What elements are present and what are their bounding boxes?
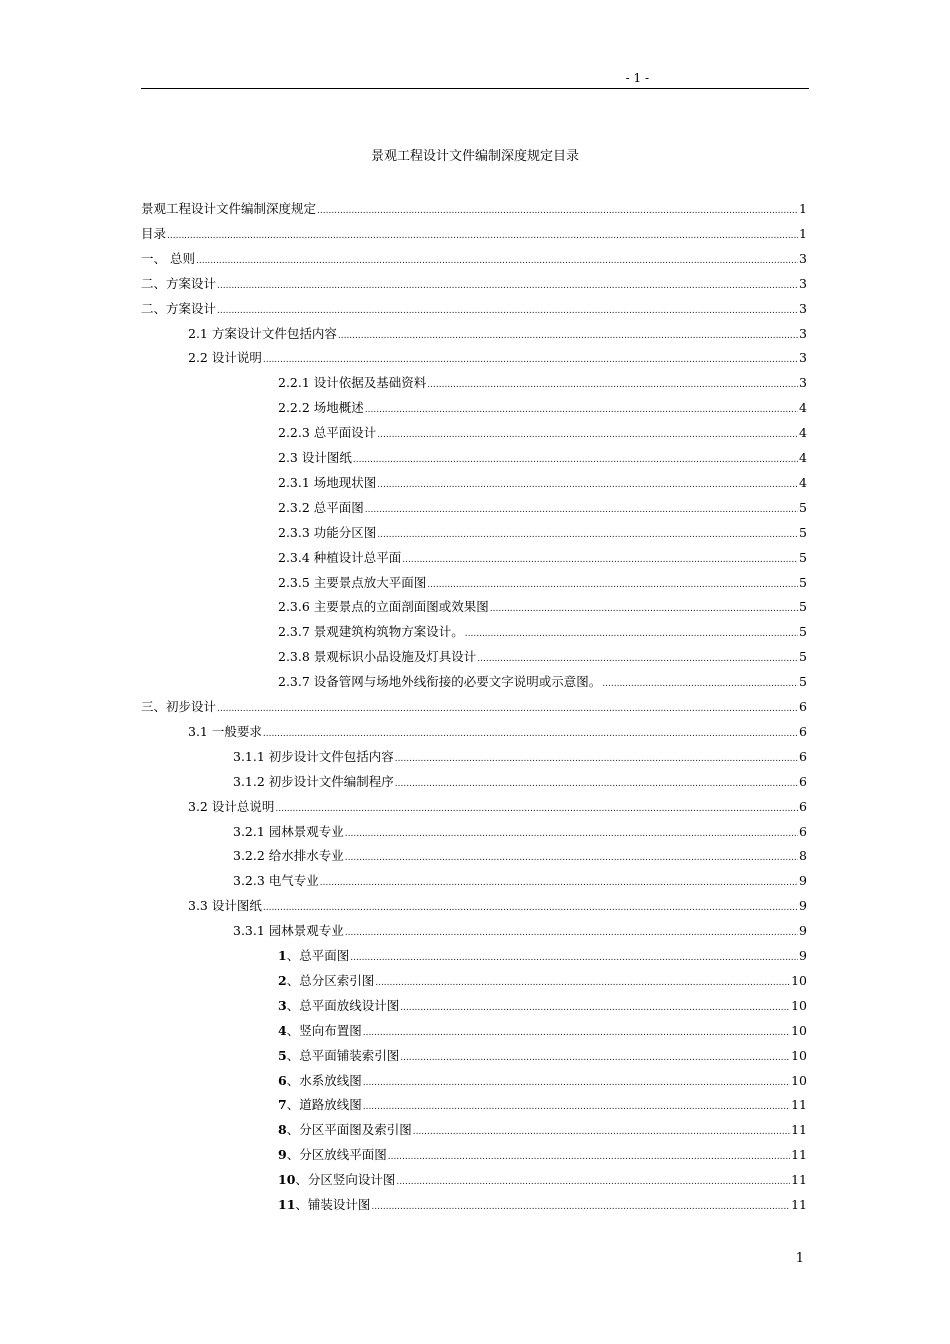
toc-entry-label — [233, 823, 344, 841]
toc-entry-page: 3 — [799, 300, 807, 316]
toc-entry-text: 、分区放线平面图 — [286, 1147, 387, 1163]
toc-entry-label — [278, 374, 426, 392]
toc-dot-leader — [363, 1024, 790, 1042]
toc-entry-number: 5 — [278, 1047, 287, 1063]
toc-dot-leader — [353, 451, 798, 469]
toc-entry-page: 9 — [799, 873, 807, 889]
toc-entry-text: 二、方案设计 — [141, 300, 217, 316]
toc-entry-text: 3.3.1 园林景观专业 — [233, 923, 344, 939]
toc-entry[interactable] — [233, 748, 807, 766]
toc-entry-text: 2.3.1 场地现状图 — [278, 474, 377, 490]
toc-entry-page: 5 — [799, 524, 807, 540]
toc-entry-text: 2.3.7 设备管网与场地外线衔接的必要文字说明或示意图。 — [278, 674, 602, 690]
toc-entry[interactable] — [278, 374, 807, 392]
toc-entry-text: 3.3 设计图纸 — [188, 898, 262, 914]
toc-dot-leader — [345, 924, 798, 942]
toc-entry-label — [278, 549, 401, 567]
toc-entry-label — [278, 1146, 387, 1164]
toc-entry-text: 3.1.1 初步设计文件包括内容 — [233, 748, 394, 764]
toc-entry-page: 11 — [791, 1172, 807, 1188]
toc-entry-text: 3.2.2 给水排水专业 — [233, 848, 344, 864]
toc-entry-page: 8 — [799, 848, 807, 864]
toc-entry-page: 1 — [799, 225, 807, 241]
toc-entry-text: 2.2 设计说明 — [188, 350, 262, 366]
toc-entry-label — [141, 698, 216, 716]
toc-entry[interactable] — [141, 250, 807, 268]
toc-dot-leader — [395, 775, 798, 793]
toc-entry-page: 5 — [799, 649, 807, 665]
toc-entry[interactable] — [141, 275, 807, 293]
toc-entry[interactable] — [141, 225, 807, 243]
toc-entry[interactable] — [141, 300, 807, 318]
toc-entry-number: 6 — [278, 1072, 287, 1088]
toc-entry[interactable] — [233, 847, 807, 865]
toc-entry[interactable] — [278, 1171, 807, 1189]
toc-entry-label — [141, 200, 316, 218]
toc-entry-label — [233, 872, 319, 890]
toc-entry[interactable] — [278, 1196, 807, 1214]
toc-entry-label — [278, 648, 476, 666]
toc-entry[interactable] — [278, 524, 807, 542]
toc-entry-page: 11 — [791, 1197, 807, 1212]
toc-entry-page: 10 — [791, 972, 807, 988]
toc-entry-label — [188, 349, 262, 367]
toc-entry[interactable] — [141, 200, 807, 218]
toc-entry[interactable] — [278, 648, 807, 666]
toc-entry-number: 11 — [278, 1197, 296, 1212]
toc-dot-leader — [217, 700, 798, 718]
toc-entry-text: 2.2.3 总平面设计 — [278, 425, 377, 441]
toc-dot-leader — [465, 625, 798, 643]
toc-entry-page: 3 — [799, 275, 807, 291]
toc-entry[interactable] — [278, 1072, 807, 1090]
toc-dot-leader — [275, 800, 798, 818]
toc-dot-leader — [477, 650, 798, 668]
toc-dot-leader — [263, 351, 798, 369]
toc-entry-page: 6 — [799, 748, 807, 764]
toc-entry-number: 1 — [278, 948, 287, 963]
toc-dot-leader — [400, 999, 790, 1017]
toc-entry-page: 4 — [799, 474, 807, 490]
toc-entry[interactable] — [188, 325, 807, 343]
toc-entry-label — [141, 225, 166, 243]
toc-entry-text: 、总平面铺装索引图 — [286, 1047, 400, 1063]
toc-entry-page: 6 — [799, 823, 807, 839]
toc-dot-leader — [402, 551, 798, 569]
toc-entry-page: 4 — [799, 425, 807, 441]
toc-entry-label — [278, 399, 364, 417]
toc-entry-page: 9 — [799, 923, 807, 939]
toc-entry-label — [278, 997, 399, 1015]
document-title: 景观工程设计文件编制深度规定目录 — [370, 149, 579, 164]
toc-entry-text: 2.3.3 功能分区图 — [278, 524, 377, 540]
toc-entry-page: 10 — [791, 1072, 807, 1088]
toc-entry-page: 3 — [799, 250, 807, 266]
toc-entry-label — [278, 424, 376, 442]
toc-entry-text: 、水系放线图 — [286, 1072, 362, 1088]
toc-entry-page: 3 — [799, 350, 807, 366]
toc-dot-leader — [365, 401, 798, 419]
toc-entry-text: 二、方案设计 — [141, 275, 217, 291]
toc-entry-text: 2.2.2 场地概述 — [278, 400, 364, 416]
toc-dot-leader — [317, 202, 798, 220]
toc-entry[interactable] — [278, 972, 807, 990]
toc-entry[interactable] — [278, 449, 807, 467]
toc-entry-number: 8 — [278, 1122, 287, 1138]
toc-entry[interactable] — [188, 723, 807, 741]
toc-entry-page: 6 — [799, 798, 807, 814]
toc-dot-leader — [263, 899, 798, 917]
toc-entry-text: 、总分区索引图 — [286, 972, 375, 988]
toc-entry[interactable] — [278, 673, 807, 691]
toc-entry-text: 3.2.1 园林景观专业 — [233, 823, 344, 839]
toc-entry[interactable] — [278, 1121, 807, 1139]
toc-dot-leader — [377, 426, 798, 444]
toc-entry[interactable] — [278, 399, 807, 417]
toc-dot-leader — [377, 526, 798, 544]
toc-entry[interactable] — [188, 897, 807, 915]
toc-entry-page: 10 — [791, 997, 807, 1013]
toc-entry-text: 、竖向布置图 — [286, 1022, 362, 1038]
toc-dot-leader — [413, 1123, 790, 1141]
toc-entry-page: 6 — [799, 773, 807, 789]
toc-entry-page: 10 — [791, 1022, 807, 1038]
toc-dot-leader — [320, 874, 798, 892]
toc-entry-text: 2.3.2 总平面图 — [278, 499, 364, 515]
toc-dot-leader — [350, 949, 798, 967]
toc-entry-text: 、总平面图 — [286, 948, 350, 963]
toc-entry[interactable] — [278, 574, 807, 592]
toc-entry[interactable] — [233, 922, 807, 940]
toc-entry[interactable] — [278, 997, 807, 1015]
toc-entry-text: 目录 — [141, 225, 167, 241]
toc-entry[interactable] — [278, 549, 807, 567]
page-header — [141, 70, 809, 89]
toc-entry-label — [233, 847, 344, 865]
toc-entry-text: 2.3 设计图纸 — [278, 450, 352, 465]
toc-dot-leader — [196, 252, 798, 270]
toc-dot-leader — [345, 825, 798, 843]
toc-entry[interactable] — [278, 1146, 807, 1164]
toc-entry[interactable] — [278, 947, 807, 965]
toc-entry-page: 6 — [799, 723, 807, 739]
toc-entry-label — [278, 474, 376, 492]
toc-dot-leader — [377, 476, 798, 494]
toc-dot-leader — [388, 1148, 790, 1166]
toc-dot-leader — [345, 849, 798, 867]
toc-dot-leader — [427, 576, 798, 594]
toc-entry-text: 2.2.1 设计依据及基础资料 — [278, 375, 427, 391]
toc-dot-leader — [363, 1074, 790, 1092]
toc-entry[interactable] — [278, 424, 807, 442]
toc-entry[interactable] — [188, 349, 807, 367]
toc-entry[interactable] — [278, 474, 807, 492]
toc-entry-label — [278, 1196, 370, 1214]
toc-entry-text: 2.3.4 种植设计总平面 — [278, 549, 402, 565]
toc-entry[interactable] — [278, 623, 807, 641]
toc-entry-text: 、道路放线图 — [286, 1097, 362, 1113]
toc-entry-label — [278, 673, 601, 691]
toc-entry-number: 9 — [278, 1147, 287, 1163]
toc-entry-text: 2.3.5 主要景点放大平面图 — [278, 574, 427, 590]
toc-entry-page: 3 — [799, 325, 807, 341]
toc-entry-label — [141, 275, 216, 293]
toc-dot-leader — [371, 1198, 790, 1216]
toc-entry[interactable] — [188, 798, 807, 816]
toc-entry[interactable] — [278, 598, 807, 616]
toc-entry-label — [278, 574, 426, 592]
toc-entry-page: 5 — [799, 674, 807, 690]
toc-entry-label — [141, 250, 195, 268]
toc-entry-text: 3.1 一般要求 — [188, 723, 262, 739]
toc-entry-text: 2.3.7 景观建筑构筑物方案设计。 — [278, 624, 464, 640]
toc-entry-page: 11 — [791, 1122, 807, 1138]
toc-entry[interactable] — [233, 773, 807, 791]
toc-entry[interactable] — [278, 1047, 807, 1065]
toc-dot-leader — [375, 974, 790, 992]
toc-entry-page: 1 — [799, 201, 807, 216]
toc-entry-label — [233, 773, 394, 791]
toc-dot-leader — [602, 675, 798, 693]
toc-entry-page: 4 — [799, 450, 807, 465]
toc-entry-number: 3 — [278, 997, 287, 1013]
toc-entry-text: 3.2.3 电气专业 — [233, 873, 319, 889]
toc-entry[interactable] — [233, 872, 807, 890]
toc-entry[interactable] — [278, 499, 807, 517]
toc-entry-page: 5 — [799, 499, 807, 515]
toc-entry[interactable] — [278, 1096, 807, 1114]
toc-entry-label — [188, 897, 262, 915]
toc-entry-text: 3.1.2 初步设计文件编制程序 — [233, 773, 394, 789]
toc-entry-label — [278, 1171, 395, 1189]
toc-entry-label — [278, 1022, 362, 1040]
toc-entry-text: 2.3.8 景观标识小品设施及灯具设计 — [278, 649, 477, 665]
footer-page-number: 1 — [795, 1251, 804, 1266]
toc-dot-leader — [217, 277, 798, 295]
toc-entry-label — [278, 499, 364, 517]
toc-entry-page: 5 — [799, 574, 807, 590]
toc-entry[interactable] — [278, 1022, 807, 1040]
toc-entry-page: 5 — [799, 624, 807, 640]
toc-entry-text: 、铺装设计图 — [295, 1197, 371, 1212]
toc-entry-label — [278, 598, 489, 616]
toc-entry-page: 11 — [791, 1147, 807, 1163]
toc-dot-leader — [338, 327, 798, 345]
toc-entry-page: 3 — [799, 375, 807, 391]
header-page-marker: - 1 - — [625, 71, 649, 85]
toc-entry-label — [278, 623, 464, 641]
toc-entry[interactable] — [141, 698, 807, 716]
toc-dot-leader — [427, 376, 798, 394]
toc-entry-label — [188, 723, 262, 741]
toc-entry-number: 10 — [278, 1172, 296, 1188]
toc-dot-leader — [217, 302, 798, 320]
toc-entry-label — [278, 1121, 412, 1139]
toc-entry-page: 5 — [799, 599, 807, 615]
toc-entry-page: 11 — [791, 1097, 807, 1113]
toc-entry-page: 9 — [799, 948, 807, 963]
toc-dot-leader — [365, 501, 798, 519]
toc-entry-page: 4 — [799, 400, 807, 416]
toc-entry-number: 4 — [278, 1022, 287, 1038]
toc-dot-leader — [263, 725, 798, 743]
toc-dot-leader — [400, 1049, 790, 1067]
toc-entry-text: 、分区平面图及索引图 — [286, 1122, 412, 1138]
toc-entry[interactable] — [233, 823, 807, 841]
toc-entry-text: 、分区竖向设计图 — [295, 1172, 396, 1188]
toc-dot-leader — [490, 600, 798, 618]
toc-entry-label — [188, 798, 274, 816]
toc-entry-page: 6 — [799, 699, 807, 714]
toc-entry-label — [233, 922, 344, 940]
toc-entry-number: 2 — [278, 972, 287, 988]
toc-entry-text: 三、初步设计 — [141, 699, 217, 714]
toc-entry-label — [278, 1047, 399, 1065]
toc-dot-leader — [167, 227, 798, 245]
toc-entry-page: 5 — [799, 549, 807, 565]
toc-entry-label — [278, 947, 349, 965]
toc-entry-label — [233, 748, 394, 766]
toc-entry-text: 2.3.6 主要景点的立面剖面图或效果图 — [278, 599, 489, 615]
toc-dot-leader — [395, 750, 798, 768]
toc-entry-number: 7 — [278, 1097, 287, 1113]
toc-entry-label — [278, 972, 374, 990]
toc-dot-leader — [363, 1098, 790, 1116]
toc-entry-label — [188, 325, 337, 343]
toc-entry-text: 2.1 方案设计文件包括内容 — [188, 325, 337, 341]
toc-entry-text: 一、 总则 — [141, 250, 195, 266]
toc-entry-page: 10 — [791, 1047, 807, 1063]
toc-dot-leader — [396, 1173, 790, 1191]
toc-entry-text: 3.2 设计总说明 — [188, 798, 275, 814]
toc-entry-text: 景观工程设计文件编制深度规定 — [141, 201, 317, 216]
toc-entry-text: 、总平面放线设计图 — [286, 997, 400, 1013]
toc-entry-label — [278, 1072, 362, 1090]
toc-entry-label — [141, 300, 216, 318]
toc-entry-label — [278, 449, 352, 467]
toc-entry-label — [278, 1096, 362, 1114]
toc-entry-page: 9 — [799, 898, 807, 914]
toc-entry-label — [278, 524, 376, 542]
